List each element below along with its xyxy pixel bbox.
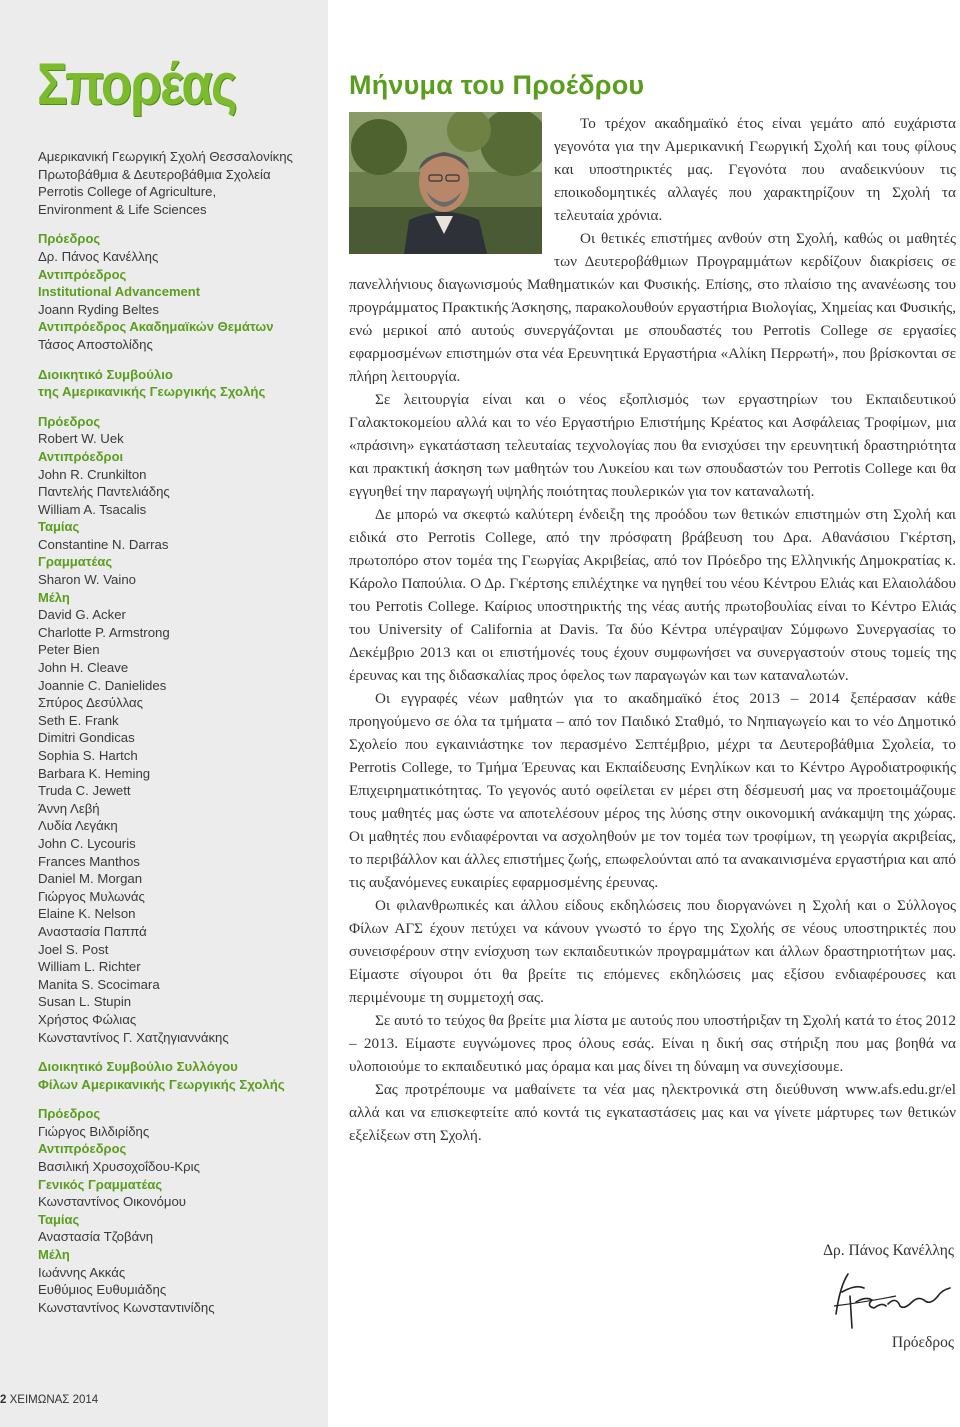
publication-logo: Σπορέας [37, 52, 236, 117]
institution-line: Environment & Life Sciences [38, 201, 207, 217]
page-folio [0, 1394, 98, 1406]
member-name: Παντελής Παντελιάδης [38, 484, 170, 500]
board-heading: της Αμερικανικής Γεωργικής Σχολής [38, 384, 266, 400]
member-name: Robert W. Uek [38, 431, 124, 447]
institution-line: Perrotis College of Agriculture, [38, 184, 217, 200]
officer-title: Αντιπρόεδρος [38, 266, 127, 282]
friends-heading: Διοικητικό Συμβούλιο Συλλόγου [38, 1059, 238, 1075]
letter-paragraph: Οι θετικές επιστήμες ανθούν στη Σχολή, καθώς οι μαθητές των Δευτεροβάθμιων Προγραμμάτων κερδίζουν διακρίσεις σε πανελλήνιους διαγωνισμούς Μαθηματικών και Φυσικής. Επίσης, στο πλαίσιο της ανανέωσης του προγράμματος Πρακτικής Άσκησης, παρακολουθούν εργαστήρια Βιολογίας, Χημείας και Φυσικής, ενώ μερικοί από αυτούς συνεργάζονται με σπουδαστές του Perrotis College σε εργασίες εφαρμοσμένων επιστημών στα νέα Ερευνητικά Εργαστήρια «Αλίκη Περρωτή», που βρίσκονται σε πλήρη λειτουργία. [349, 230, 956, 385]
letter-paragraph: Δε μπορώ να σκεφτώ καλύτερη ένδειξη της προόδου των θετικών επιστημών στη Σχολή και ειδικά στο Perrotis College, από την πρόσφατη βράβευση του Δρα. Αθανάσιου Γκέρτση, πρωτοπόρο στον τομέα της Γεωργίας Ακριβείας, από τον Πρόεδρο της Ελληνικής Δημοκρατίας κ. Κάρολο Παπούλια. Ο Δρ. Γκέρτσης επιλέχτηκε να ηγηθεί του νέου Κέντρου Ελιάς και Ελαιολάδου του Perrotis College. Καίριος υποστηρικτής της νέας αυτής πρωτοβουλίας είναι το Κέντρο Ελιάς του University of California at Davis. Τα δύο Κέντρα υπέγραψαν Σύμφωνο Συνεργασίας το Δεκέμβριο 2013 και οι επιστήμονές τους έχουν συμφωνήσει να συνεργαστούν στους τομείς της έρευνας και της διδασκαλίας προς όφελος των παραγωγών και των καταναλωτών. [349, 506, 956, 684]
member-name: Dimitri Gondicas [38, 730, 135, 746]
signoff-name: Δρ. Πάνος Κανέλλης [823, 1242, 954, 1259]
letter-paragraph: Οι εγγραφές νέων μαθητών για το ακαδημαϊκό έτος 2013 – 2014 ξεπέρασαν κάθε προηγούμενο σε όλα τα τμήματα – από τον Παιδικό Σταθμό, το Νηπιαγωγείο και το νέο Δημοτικό Σχολείο που εγκαινιάστηκε τον περασμένο Σεπτέμβριο, μέχρι τα Δευτεροβάθμια Σχολεία, το Perrotis College, το Τμήμα Έρευνας και Εκπαίδευσης Ενηλίκων και το Κέντρο Αγροδιατροφικής Επιχειρηματικότητας. Το γεγονός αυτό οφείλεται εν μέρει στη δέσμευσή μας να προετοιμάζουμε τους μαθητές μας ώστε να αποτελέσουν μέρος της λύσης στην οικονομική ανάκαμψη της χώρας. Οι μαθητές που ενδιαφέρονται να ασχοληθούν με τον τομέα των τροφίμων, τη γεωργία ακριβείας, το περιβάλλον και άλλες επιστήμες ζωής, επωφελούνται από τα ανακαινισμένα εργαστήρια και από τις αυξανόμενες ευκαιρίες εφαρμοσμένης έρευνας. [349, 690, 956, 891]
letter-paragraph: Σας προτρέπουμε να μαθαίνετε τα νέα μας ηλεκτρονικά στη διεύθυνση www.afs.edu.gr/el αλλά και να επισκεφτείτε από κοντά τις εγκαταστάσεις μας και να γίνετε μάρτυρες των θετικών εξελίξεων στη Σχολή. [349, 1081, 956, 1144]
friends-heading: Φίλων Αμερικανικής Γεωργικής Σχολής [38, 1076, 285, 1092]
issue-label: ΧΕΙΜΩΝΑΣ 2014 [9, 1394, 99, 1406]
signature-image [826, 1266, 954, 1330]
member-name: Ευθύμιος Ευθυμιάδης [38, 1282, 167, 1298]
member-name: Γιώργος Βιλδιρίδης [38, 1123, 150, 1139]
member-name: John R. Crunkilton [38, 466, 147, 482]
officer-name: Τάσος Αποστολίδης [38, 336, 153, 352]
role-label: Αντιπρόεδρος [38, 1141, 127, 1157]
role-label: Ταμίας [38, 1211, 80, 1227]
letter-paragraph: Οι φιλανθρωπικές και άλλου είδους εκδηλώσεις που διοργανώνει η Σχολή και ο Σύλλογος Φίλων ΑΓΣ έχουν πετύχει να κάνουν γνωστό το έργο της Σχολής σε νέους υποστηρικτές που συνεισφέρουν στην ενίσχυση των εκπαιδευτικών προγραμμάτων και άλλων δραστηριοτήτων μας. Είμαστε σίγουροι ότι θα βρείτε τις επόμενες εκδηλώσεις μας εξίσου ενδιαφέρουσες και περιμένουμε τη συμμετοχή σας. [349, 897, 956, 1006]
role-label: Γραμματέας [38, 554, 113, 570]
member-name: Sophia S. Hartch [38, 748, 138, 763]
board-heading: Διοικητικό Συμβούλιο [38, 366, 173, 382]
sidebar-panel [0, 0, 328, 1427]
member-name: William A. Tsacalis [38, 501, 147, 517]
member-name: David G. Acker [38, 607, 126, 623]
member-name: Χρήστος Φώλιας [38, 1011, 137, 1027]
member-name: Charlotte P. Armstrong [38, 624, 170, 640]
page-number: 2 [0, 1394, 7, 1406]
member-name: Αναστασία Παππά [38, 923, 147, 939]
member-name: John C. Lycouris [38, 835, 136, 851]
member-name: Σπύρος Δεσύλλας [38, 695, 143, 711]
officer-title: Αντιπρόεδρος Ακαδημαϊκών Θεμάτων [38, 319, 274, 335]
officer-title: Institutional Advancement [38, 284, 201, 300]
member-name: Peter Bien [38, 642, 100, 658]
friends-members-list [38, 1264, 323, 1317]
member-name: Barbara K. Heming [38, 765, 151, 781]
member-name: Joannie C. Danielides [38, 677, 167, 693]
member-name: Βασιλική Χρυσοχοΐδου-Κρις [38, 1159, 200, 1175]
masthead [38, 148, 323, 1316]
member-name: William L. Richter [38, 959, 141, 975]
letter-paragraph: Σε λειτουργία είναι και ο νέος εξοπλισμός των εργαστηρίων του Εκπαιδευτικού Γαλακτοκομείου αλλά και το νέο Εργαστήριο Επιστήμης Κρέατος και Ασφάλειας Τροφίμων, μια «πράσινη» εγκατάσταση τελευταίας τεχνολογίας που θα ενισχύσει την ερευνητική δραστηριότητα και πρακτική άσκηση των μαθητών του Λυκείου και των σπουδαστών του Perrotis College και θα εγγυηθεί την παραγωγή υψηλής ποιότητας πουλερικών για τον καταναλωτή. [349, 391, 956, 500]
institution-line: Αμερικανική Γεωργική Σχολή Θεσσαλονίκης [38, 149, 293, 164]
member-name: Κωνσταντίνος Κωνσταντινίδης [38, 1299, 215, 1315]
member-name: Manita S. Scocimara [38, 976, 160, 992]
member-name: Truda C. Jewett [38, 783, 131, 799]
member-name: John H. Cleave [38, 660, 129, 676]
member-name: Susan L. Stupin [38, 994, 132, 1010]
member-name: Elaine K. Nelson [38, 906, 136, 922]
member-name: Joel S. Post [38, 941, 109, 957]
member-name: Γιώργος Μυλωνάς [38, 888, 145, 904]
member-name: Frances Manthos [38, 853, 140, 869]
member-name: Sharon W. Vaino [38, 572, 136, 588]
page-title: Μήνυμα του Προέδρου [349, 70, 645, 100]
role-label: Μέλη [38, 589, 70, 605]
letter-paragraphs [349, 112, 956, 1147]
member-name: Daniel M. Morgan [38, 871, 143, 887]
role-label: Πρόεδρος [38, 413, 101, 429]
signoff-title: Πρόεδρος [891, 1334, 954, 1351]
role-label: Μέλη [38, 1247, 70, 1263]
board-members-list [38, 606, 323, 1046]
letter-paragraph: Το τρέχον ακαδημαϊκό έτος είναι γεμάτο από ευχάριστα γεγονότα για την Αμερικανική Γεωργική Σχολή και τους φίλους και υποστηρικτές μας. Γεγονότα που αναδεικνύουν τις εποικοδομητικές αλλαγές που χαρακτηρίζουν τη Σχολή τα τελευταία χρόνια. [554, 115, 956, 224]
member-name: Κωνσταντίνος Γ. Χατζηγιαννάκης [38, 1029, 229, 1045]
member-name: Άννη Λεβή [38, 800, 100, 816]
role-label: Ταμίας [38, 519, 80, 535]
officer-title: Πρόεδρος [38, 231, 101, 247]
role-label: Αντιπρόεδροι [38, 448, 124, 464]
letter-paragraph: Σε αυτό το τεύχος θα βρείτε μια λίστα με αυτούς που υποστήριξαν τη Σχολή κατά το έτος 2012 – 2013. Είμαστε ευγνώμονες προς όλους εσάς. Είναι η δική σας στήριξη που μας βοηθά να υλοποιούμε το εκπαιδευτικό μας όραμα και μας δίνει τη δύναμη να συνεχίσουμε. [349, 1012, 956, 1075]
member-name: Αναστασία Τζοβάνη [38, 1229, 154, 1245]
role-label: Πρόεδρος [38, 1106, 101, 1122]
member-name: Λυδία Λεγάκη [38, 818, 118, 834]
role-label: Γενικός Γραμματέας [38, 1176, 163, 1192]
member-name: Ιωάννης Ακκάς [38, 1264, 126, 1280]
member-name: Seth E. Frank [38, 712, 119, 728]
institution-line: Πρωτοβάθμια & Δευτεροβάθμια Σχολεία [38, 166, 271, 182]
officer-name: Δρ. Πάνος Κανέλλης [38, 248, 159, 264]
officer-name: Joann Ryding Beltes [38, 301, 159, 317]
member-name: Κωνσταντίνος Οικονόμου [38, 1194, 187, 1210]
member-name: Constantine N. Darras [38, 536, 169, 552]
letter-body [349, 112, 956, 1147]
